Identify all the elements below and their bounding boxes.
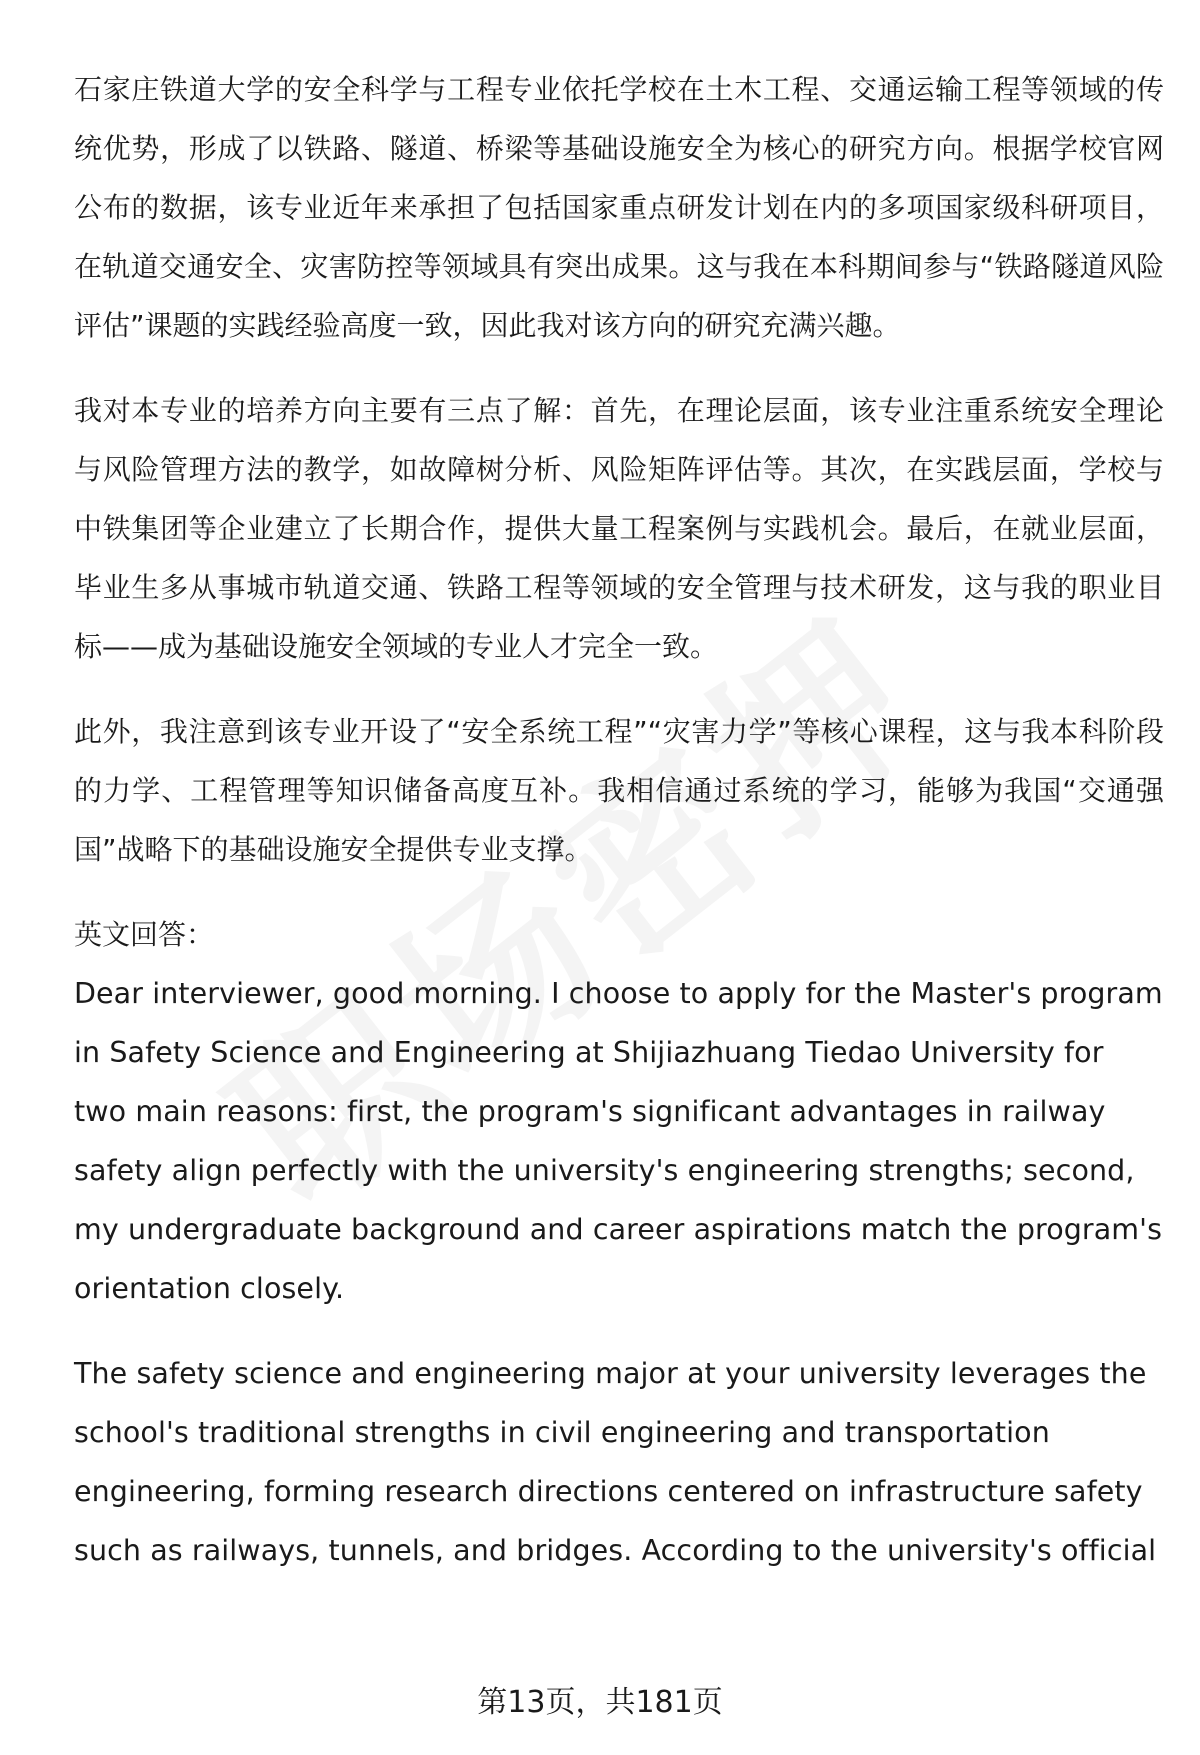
paragraph-en-2: The safety science and engineering major at your university leverages the school's traditional strengths in civil engineering and transportation engineering, forming research directions centered on infrastructure safety such as railways, tunnels, and bridges. According to the university's official <box>74 1357 1157 1567</box>
paragraph-en-1: Dear interviewer, good morning. I choose to apply for the Master's program in Safety Science and Engineering at Shijiazhuang Tiedao University for two main reasons: first, the program's significant advantages in railway safety align perfectly with the university's engineering strengths; second, my undergraduate background and career aspirations match the program's orientation closely. <box>74 977 1163 1305</box>
paragraph-cn-2: 我对本专业的培养方向主要有三点了解：首先，在理论层面，该专业注重系统安全理论与风险管理方法的教学，如故障树分析、风险矩阵评估等。其次，在实践层面，学校与中铁集团等企业建立了长期合作，提供大量工程案例与实践机会。最后，在就业层面，毕业生多从事城市轨道交通、铁路工程等领域的安全管理与技术研发，这与我的职业目标——成为基础设施安全领域的专业人才完全一致。 <box>74 394 1164 663</box>
page-number-footer: 第13页，共181页 <box>477 1685 723 1720</box>
document-body <box>74 60 1164 1580</box>
paragraph-cn-1: 石家庄铁道大学的安全科学与工程专业依托学校在土木工程、交通运输工程等领域的传统优势，形成了以铁路、隧道、桥梁等基础设施安全为核心的研究方向。根据学校官网公布的数据，该专业近年来承担了包括国家重点研发计划在内的多项国家级科研项目，在轨道交通安全、灾害防控等领域具有突出成果。这与我在本科期间参与“铁路隧道风险评估”课题的实践经验高度一致，因此我对该方向的研究充满兴趣。 <box>74 73 1164 342</box>
paragraph-cn-3: 此外，我注意到该专业开设了“安全系统工程”“灾害力学”等核心课程，这与我本科阶段的力学、工程管理等知识储备高度互补。我相信通过系统的学习，能够为我国“交通强国”战略下的基础设施安全提供专业支撑。 <box>74 715 1164 866</box>
english-answer-label: 英文回答： <box>74 918 215 951</box>
